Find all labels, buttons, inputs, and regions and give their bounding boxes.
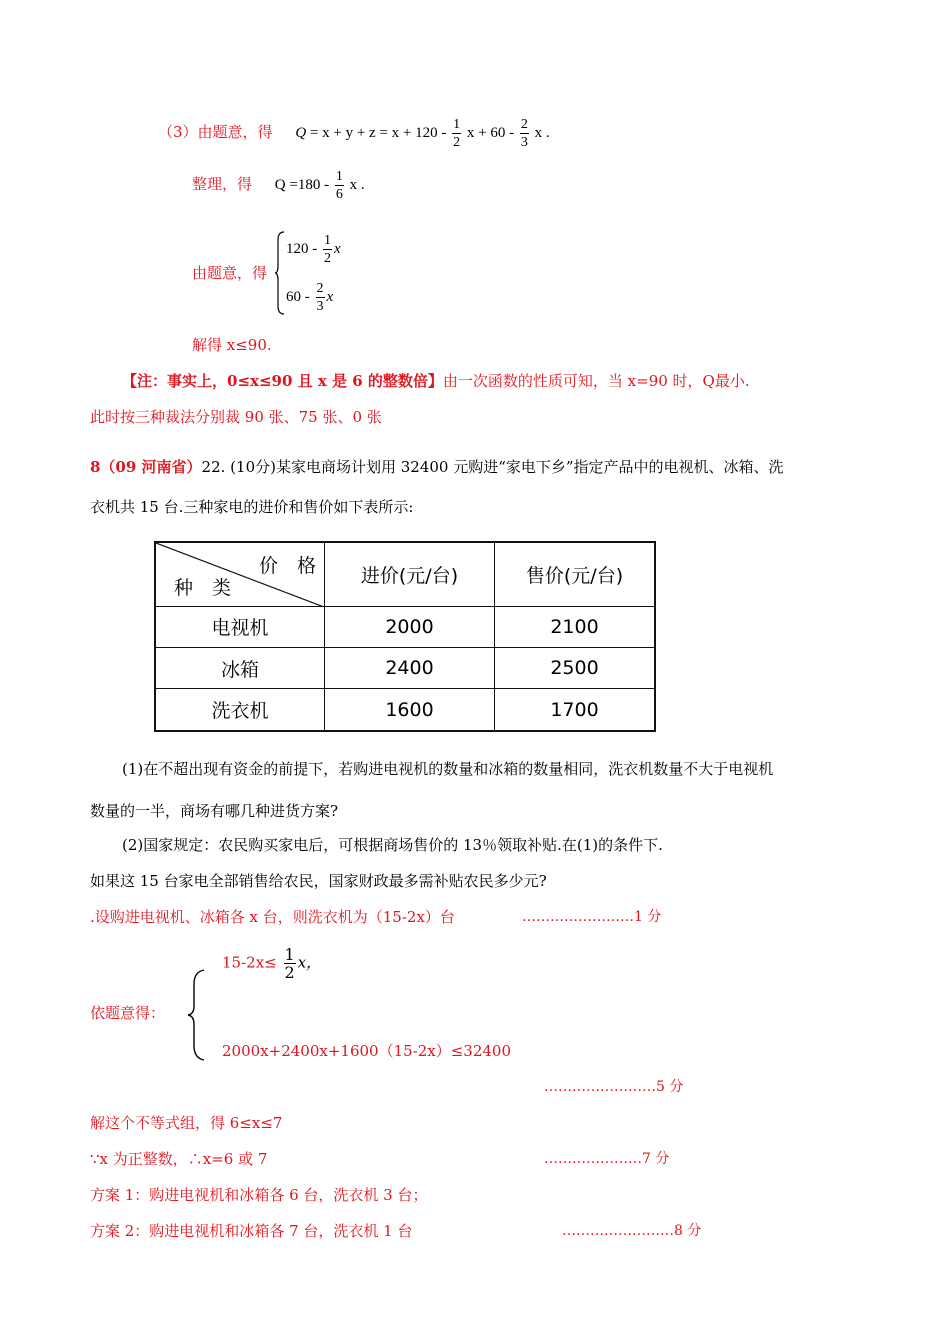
system-line-2: 60 - $\frac{2}{3}$ x [286, 281, 334, 314]
q-expression-end: x . [534, 124, 550, 141]
question2-line2: 如果这 15 台家电全部销售给农民，国家财政最多需补贴农民多少元? [90, 872, 547, 890]
inequality-1: 15-2x≤ $\frac{1}{2}$ x， [222, 945, 322, 982]
question2-line1: (2)国家规定：农民购买家电后，可根据商场售价的 13％领取补贴.在(1)的条件下. [122, 836, 663, 854]
row-name: 冰箱 [155, 647, 325, 688]
q-symbol: Q [295, 124, 307, 141]
header-sale: 售价(元/台) [495, 542, 656, 606]
tidy-label: 整理，得 [192, 174, 253, 193]
note-rest: 由一次函数的性质可知，当 x=90 时，Q最小. [442, 372, 750, 390]
problem8-text2: 衣机共 15 台.三种家电的进价和售价如下表所示: [90, 498, 414, 516]
plan-1: 方案 1：购进电视机和冰箱各 6 台，洗衣机 3 台； [90, 1186, 428, 1204]
integer-condition: ∵x 为正整数，∴x=6 或 7 [90, 1150, 268, 1168]
fraction-two-thirds-sys: $\frac{2}{3}$ [316, 281, 324, 314]
header-price-label: 价 格 [258, 555, 316, 577]
plan-2: 方案 2：购进电视机和冰箱各 7 台，洗衣机 1 台 [90, 1222, 413, 1240]
note-line-2: 此时按三种裁法分别裁 90 张、75 张、0 张 [90, 408, 382, 426]
tidy-line [192, 168, 365, 203]
row-cost: 2000 [325, 606, 495, 647]
row-cost: 2400 [325, 647, 495, 688]
question1-line1: (1)在不超出现有资金的前提下，若购进电视机的数量和冰箱的数量相同，洗衣机数量不大于电视机 [122, 760, 774, 778]
diagonal-header-cell [155, 542, 325, 606]
left-brace-icon [274, 230, 286, 316]
row-cost: 1600 [325, 689, 495, 731]
score-7: …………………7 分 [544, 1151, 670, 1167]
solve-result: 解得 x≤90. [192, 336, 272, 354]
solve-system: 解这个不等式组，得 6≤x≤7 [90, 1114, 283, 1132]
tidy-expression: Q =180 - [274, 176, 330, 193]
table-row [155, 689, 655, 731]
header-cost: 进价(元/台) [325, 542, 495, 606]
row-sale: 1700 [495, 689, 656, 731]
fraction-one-half: $\frac{1}{2}$ [453, 117, 461, 150]
q-expression-mid: x + 60 - [466, 124, 515, 141]
table-row [155, 606, 655, 647]
solution-set-variable: .设购进电视机、冰箱各 x 台，则洗衣机为（15-2x）台 [90, 908, 455, 926]
row-sale: 2100 [495, 606, 656, 647]
fraction-one-sixth: $\frac{1}{6}$ [335, 169, 343, 202]
part3-label: （3）由题意，得 [158, 122, 273, 141]
header-kind-label: 种 类 [174, 576, 232, 599]
score-8: ……………………8 分 [562, 1223, 702, 1239]
fraction-one-half-ineq: $\frac{1}{2}$ [284, 945, 295, 982]
row-name: 洗衣机 [155, 689, 325, 731]
fraction-one-half-sys: $\frac{1}{2}$ [324, 233, 331, 266]
score-5: ……………………5 分 [544, 1079, 684, 1095]
tidy-expression-end: x . [349, 176, 365, 193]
q-expression-start: = x + y + z = x + 120 - [309, 124, 447, 141]
row-name: 电视机 [155, 606, 325, 647]
by-problem-label: 依题意得： [90, 1004, 166, 1022]
system-line-1: 120 - $\frac{1}{2}$ x [286, 233, 341, 266]
score-1: ……………………1 分 [522, 909, 662, 925]
left-brace-icon [186, 968, 206, 1062]
question1-line2: 数量的一半，商场有哪几种进货方案? [90, 802, 339, 820]
note-line [122, 370, 750, 391]
system-label: 由题意，得 [192, 264, 268, 282]
table-row [155, 647, 655, 688]
part3-line [158, 116, 550, 151]
table-header-row [155, 542, 655, 606]
problem8-line1 [90, 456, 784, 477]
note-bracket: 【注：事实上，0≤x≤90 且 x 是 6 的整数倍】 [122, 372, 443, 390]
problem8-text1: 22. (10分)某家电商场计划用 32400 元购进“家电下乡”指定产品中的电视机、冰箱、洗 [201, 458, 784, 476]
inequality-2: 2000x+2400x+1600（15-2x）≤32400 [222, 1042, 512, 1060]
row-sale: 2500 [495, 647, 656, 688]
price-table [154, 541, 656, 732]
problem8-tag: 8（09 河南省） [90, 458, 202, 476]
fraction-two-thirds: $\frac{2}{3}$ [520, 117, 528, 150]
